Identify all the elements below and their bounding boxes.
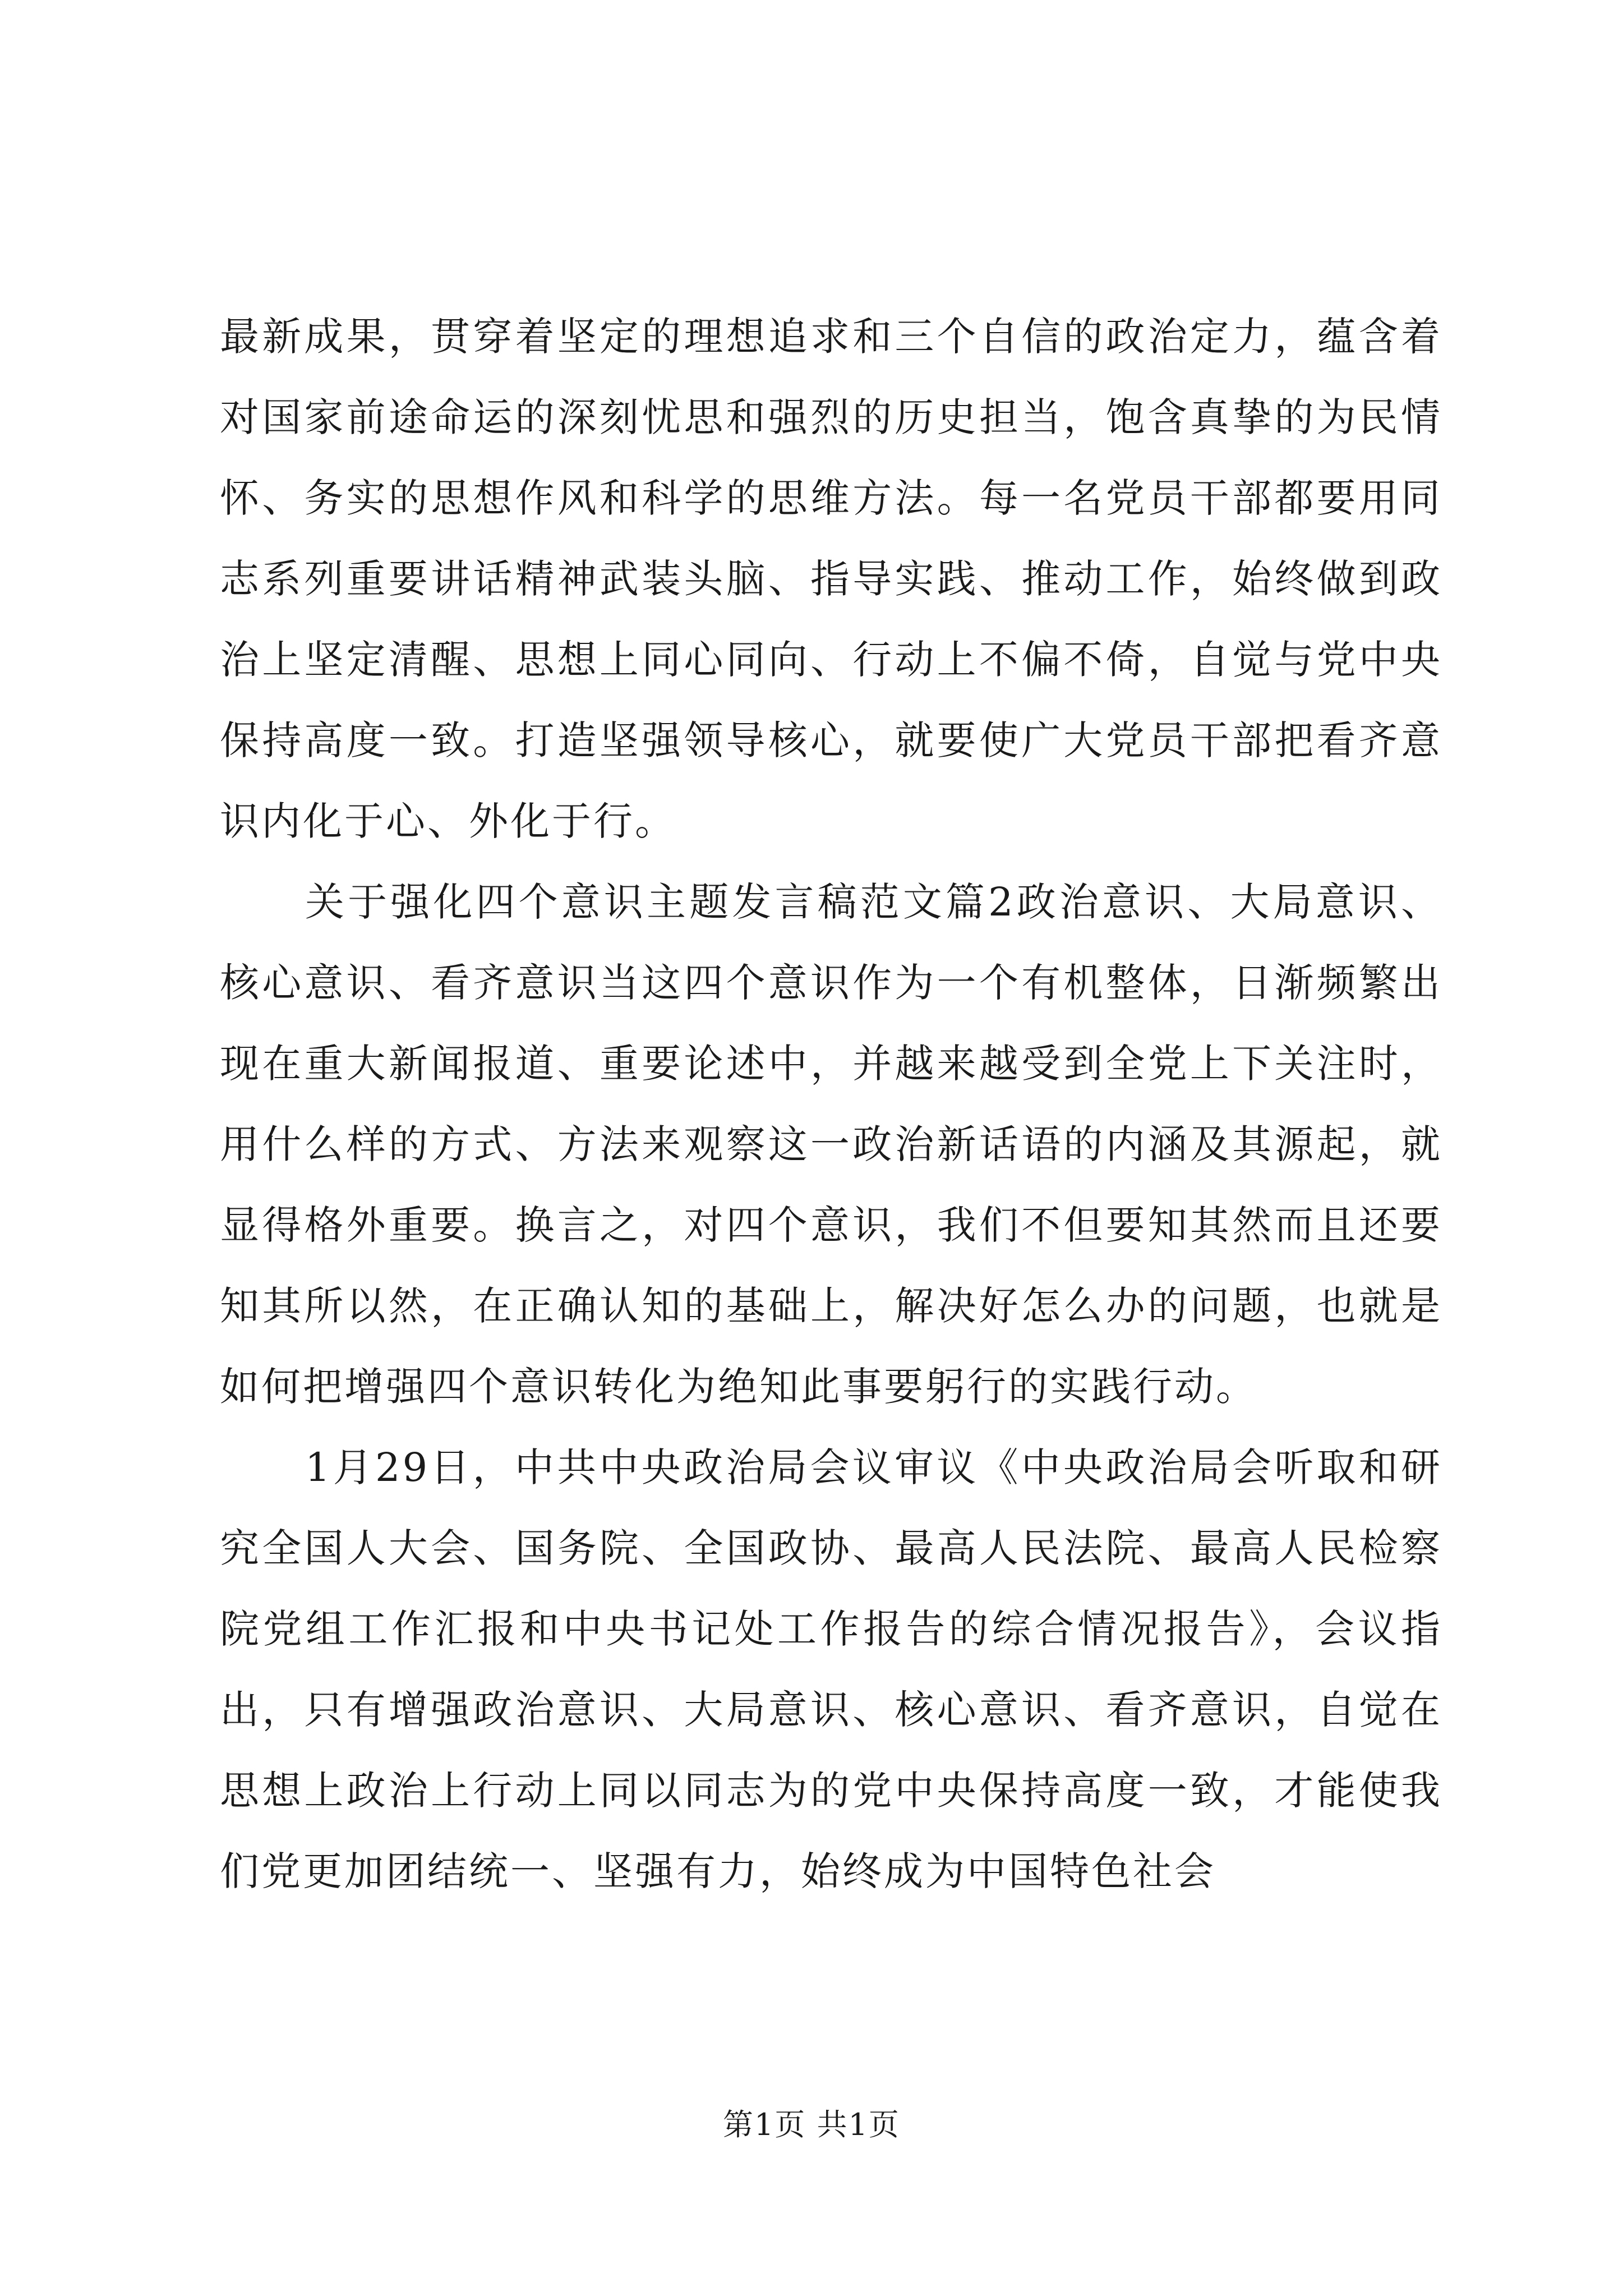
paragraph-3: 1月29日，中共中央政治局会议审议《中央政治局会听取和研究全国人大会、国务院、全国政协、最高人民法院、最高人民检察院党组工作汇报和中央书记处工作报告的综合情况报告》，会议指出，只有增强政治意识、大局意识、核心意识、看齐意识，自觉在思想上政治上行动上同以同志为的党中央保持高度一致，才能使我们党更加团结统一、坚强有力，始终成为中国特色社会 <box>220 1444 1442 1894</box>
paragraph-2: 关于强化四个意识主题发言稿范文篇2政治意识、大局意识、核心意识、看齐意识当这四个意识作为一个有机整体，日渐频繁出现在重大新闻报道、重要论述中，并越来越受到全党上下关注时，用什么样的方式、方法来观察这一政治新话语的内涵及其源起，就显得格外重要。换言之，对四个意识，我们不但要知其然而且还要知其所以然，在正确认知的基础上，解决好怎么办的问题，也就是如何把增强四个意识转化为绝知此事要躬行的实践行动。 <box>220 879 1442 1410</box>
paragraph-1: 最新成果，贯穿着坚定的理想追求和三个自信的政治定力，蕴含着对国家前途命运的深刻忧思和强烈的历史担当，饱含真挚的为民情怀、务实的思想作风和科学的思维方法。每一名党员干部都要用同志系列重要讲话精神武装头脑、指导实践、推动工作，始终做到政治上坚定清醒、思想上同心同向、行动上不偏不倚，自觉与党中央保持高度一致。打造坚强领导核心，就要使广大党员干部把看齐意识内化于心、外化于行。 <box>220 314 1442 844</box>
document-body <box>220 296 1442 1912</box>
page-footer: 第1页 共1页 <box>723 2107 900 2142</box>
